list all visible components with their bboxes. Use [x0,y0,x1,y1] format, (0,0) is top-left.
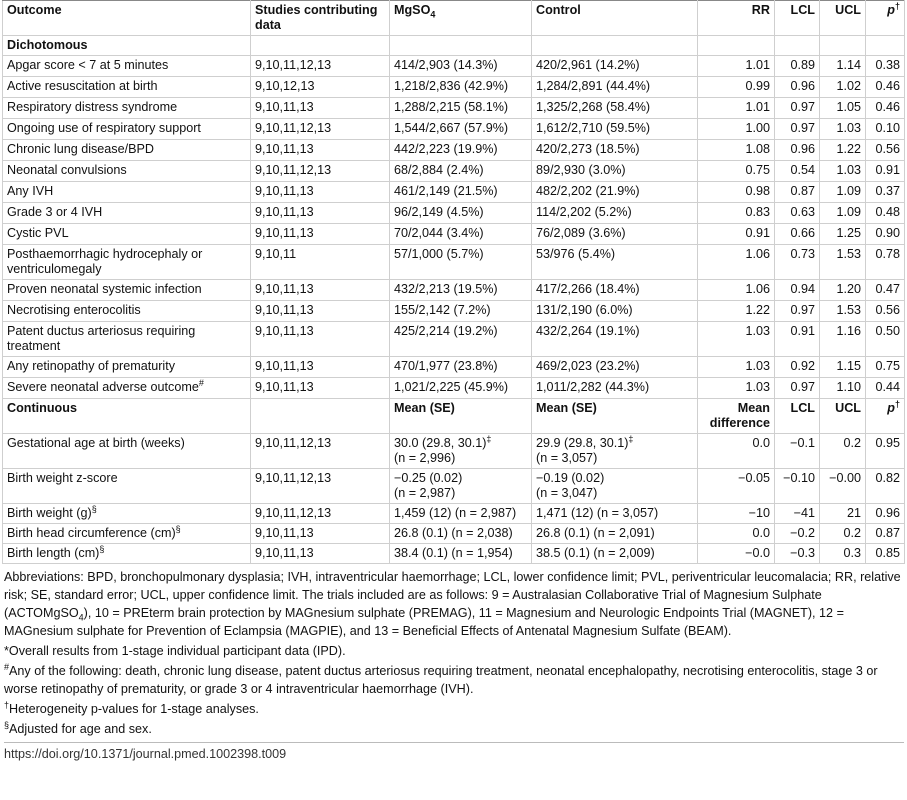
outcome-cell: Respiratory distress syndrome [3,98,251,119]
header-mgso4: MgSO$_4$ [390,1,532,36]
header-p: p† [866,1,905,36]
control-cell: 417/2,266 (18.4%) [532,280,698,301]
mean-diff-cell: −0.05 [698,469,775,504]
p-cell: 0.46 [866,77,905,98]
mgso4-cell: −0.25 (0.02) (n = 2,987) [390,469,532,504]
mgso4-cell: 425/2,214 (19.2%) [390,322,532,357]
mgso4-cell: 461/2,149 (21.5%) [390,182,532,203]
lcl-cell: 0.97 [775,98,820,119]
control-cell: 432/2,264 (19.1%) [532,322,698,357]
rr-cell: 1.06 [698,280,775,301]
footnote-hash: #Any of the following: death, chronic lung disease, patent ductus arteriosus requiring treatment, neonatal encephalopathy, necrotising enterocolitis, stage 3 or worse retinopathy of prematurity, or grade 3 or 4 intraventricular haemorrhage (IVH). [4,661,878,696]
table-row [3,322,905,357]
lcl-cell: −0.2 [775,524,820,544]
lcl-cell: 0.96 [775,77,820,98]
outcome-cell: Cystic PVL [3,224,251,245]
outcome-cell: Grade 3 or 4 IVH [3,203,251,224]
mgso4-cell: 70/2,044 (3.4%) [390,224,532,245]
header-lcl: LCL [775,1,820,36]
p-cell: 0.75 [866,357,905,378]
outcome-cell: Neonatal convulsions [3,161,251,182]
header-ucl: UCL [820,1,866,36]
lcl-cell: 0.89 [775,56,820,77]
control-cell: 89/2,930 (3.0%) [532,161,698,182]
outcome-cell: Any IVH [3,182,251,203]
mean-diff-cell: 0.0 [698,524,775,544]
p-cell: 0.78 [866,245,905,280]
studies-cell: 9,10,11,13 [251,280,390,301]
outcome-cell: Birth head circumference (cm)§ [3,524,251,544]
mgso4-cell: 442/2,223 (19.9%) [390,140,532,161]
lcl-cell: 0.87 [775,182,820,203]
table-row [3,98,905,119]
ucl-cell: 1.53 [820,245,866,280]
rr-cell: 1.03 [698,322,775,357]
ucl-cell: 1.53 [820,301,866,322]
ucl-cell: 1.22 [820,140,866,161]
studies-cell: 9,10,11,13 [251,224,390,245]
rr-cell: 0.98 [698,182,775,203]
ucl-cell: 1.15 [820,357,866,378]
control-cell: 1,325/2,268 (58.4%) [532,98,698,119]
studies-cell: 9,10,11,13 [251,524,390,544]
studies-cell: 9,10,11,13 [251,378,390,399]
ucl-cell: 1.14 [820,56,866,77]
mgso4-cell: 26.8 (0.1) (n = 2,038) [390,524,532,544]
lcl-cell: −0.10 [775,469,820,504]
outcome-cell: Any retinopathy of prematurity [3,357,251,378]
ucl-cell: 1.10 [820,378,866,399]
p-cell: 0.87 [866,524,905,544]
p-cell: 0.38 [866,56,905,77]
table-row [3,224,905,245]
studies-cell: 9,10,11,12,13 [251,504,390,524]
outcome-cell: Posthaemorrhagic hydrocephaly or ventriculomegaly [3,245,251,280]
mgso4-cell: 1,544/2,667 (57.9%) [390,119,532,140]
control-cell: 482/2,202 (21.9%) [532,182,698,203]
p-cell: 0.96 [866,504,905,524]
outcome-cell: Necrotising enterocolitis [3,301,251,322]
control-cell: 114/2,202 (5.2%) [532,203,698,224]
lcl-cell: 0.97 [775,301,820,322]
rr-cell: 1.00 [698,119,775,140]
mgso4-cell: 1,288/2,215 (58.1%) [390,98,532,119]
table-row [3,544,905,564]
ucl-cell: 1.03 [820,119,866,140]
mgso4-cell: 155/2,142 (7.2%) [390,301,532,322]
lcl-cell: 0.54 [775,161,820,182]
rr-cell: 0.75 [698,161,775,182]
control-cell: 1,612/2,710 (59.5%) [532,119,698,140]
table-row [3,504,905,524]
control-cell: −0.19 (0.02) (n = 3,047) [532,469,698,504]
p-cell: 0.85 [866,544,905,564]
rr-cell: 1.08 [698,140,775,161]
p-cell: 0.10 [866,119,905,140]
p-cell: 0.95 [866,434,905,469]
mgso4-cell: 1,021/2,225 (45.9%) [390,378,532,399]
ucl-cell: 1.09 [820,182,866,203]
table-row [3,357,905,378]
header-outcome: Outcome [3,1,251,36]
table-row [3,119,905,140]
table-row [3,56,905,77]
control-cell: 420/2,273 (18.5%) [532,140,698,161]
lcl-cell: 0.63 [775,203,820,224]
table-row [3,378,905,399]
lcl-cell: −0.3 [775,544,820,564]
table-row [3,77,905,98]
lcl-cell: 0.97 [775,378,820,399]
p-cell: 0.91 [866,161,905,182]
lcl-cell: 0.96 [775,140,820,161]
control-cell: 1,011/2,282 (44.3%) [532,378,698,399]
outcome-cell: Patent ductus arteriosus requiring treatment [3,322,251,357]
mean-diff-cell: −0.0 [698,544,775,564]
p-cell: 0.37 [866,182,905,203]
outcome-cell: Gestational age at birth (weeks) [3,434,251,469]
studies-cell: 9,10,11,13 [251,301,390,322]
rr-cell: 1.01 [698,98,775,119]
control-cell: 38.5 (0.1) (n = 2,009) [532,544,698,564]
p-cell: 0.90 [866,224,905,245]
p-cell: 0.82 [866,469,905,504]
studies-cell: 9,10,11,12,13 [251,56,390,77]
studies-cell: 9,10,11,12,13 [251,161,390,182]
ucl-cell: 1.02 [820,77,866,98]
ucl-cell: 1.16 [820,322,866,357]
mean-diff-cell: 0.0 [698,434,775,469]
rr-cell: 1.03 [698,357,775,378]
p-cell: 0.56 [866,301,905,322]
section-continuous: Continuous Mean (SE) Mean (SE) Mean difference LCL UCL p† [3,399,905,434]
control-cell: 420/2,961 (14.2%) [532,56,698,77]
rr-cell: 0.83 [698,203,775,224]
section-dichotomous: Dichotomous [3,36,905,56]
studies-cell: 9,10,11,13 [251,322,390,357]
studies-cell: 9,10,11 [251,245,390,280]
lcl-cell: −41 [775,504,820,524]
control-cell: 1,471 (12) (n = 3,057) [532,504,698,524]
studies-cell: 9,10,11,12,13 [251,469,390,504]
ucl-cell: 1.20 [820,280,866,301]
studies-cell: 9,10,11,12,13 [251,119,390,140]
table-row [3,434,905,469]
p-cell: 0.50 [866,322,905,357]
footnote-star: *Overall results from 1-stage individual participant data (IPD). [4,644,346,658]
rr-cell: 1.06 [698,245,775,280]
control-cell: 76/2,089 (3.6%) [532,224,698,245]
table-row [3,524,905,544]
ucl-cell: 1.05 [820,98,866,119]
studies-cell: 9,10,11,12,13 [251,434,390,469]
table-row [3,469,905,504]
studies-cell: 9,10,11,13 [251,98,390,119]
ucl-cell: 0.3 [820,544,866,564]
mgso4-cell: 30.0 (29.8, 30.1)‡ (n = 2,996) [390,434,532,469]
doi-link[interactable]: https://doi.org/10.1371/journal.pmed.1002398.t009 [4,742,904,763]
control-cell: 131/2,190 (6.0%) [532,301,698,322]
mgso4-cell: 414/2,903 (14.3%) [390,56,532,77]
lcl-cell: 0.94 [775,280,820,301]
studies-cell: 9,10,11,13 [251,140,390,161]
ucl-cell: 1.03 [820,161,866,182]
lcl-cell: 0.66 [775,224,820,245]
table-header-row [3,1,905,36]
mgso4-cell: 1,459 (12) (n = 2,987) [390,504,532,524]
mgso4-cell: 96/2,149 (4.5%) [390,203,532,224]
ucl-cell: 0.2 [820,524,866,544]
footnote-dagger: †Heterogeneity p-values for 1-stage analyses. [4,699,259,716]
p-cell: 0.48 [866,203,905,224]
outcome-cell: Active resuscitation at birth [3,77,251,98]
mgso4-cell: 68/2,884 (2.4%) [390,161,532,182]
footnote-abbreviations: Abbreviations: BPD, bronchopulmonary dysplasia; IVH, intraventricular haemorrhage; LCL, lower confidence limit; PVL, periventricular leucomalacia; RR, relative risk; SE, standard error; UCL, upper confidence limit. The trials included are as follows: 9 = Australasian Collaborative Trial of Magnesium Sulphate (ACTOMgSO$_4$), 10 = PREterm brain protection by MAGnesium sulphate (PREMAG), 11 = Magnesium and Neurologic Endpoints Trial (MAGNET), 12 = MAGnesium sulphate for Prevention of Eclampsia (MAGPIE), and 13 = Beneficial Effects of Antenatal Magnesium Sulfate (BEAM). [4,570,901,638]
ucl-cell: 21 [820,504,866,524]
mgso4-cell: 1,218/2,836 (42.9%) [390,77,532,98]
outcome-cell: Chronic lung disease/BPD [3,140,251,161]
table-row [3,182,905,203]
outcome-cell: Birth weight (g)§ [3,504,251,524]
rr-cell: 0.99 [698,77,775,98]
rr-cell: 0.91 [698,224,775,245]
ucl-cell: 1.09 [820,203,866,224]
lcl-cell: 0.91 [775,322,820,357]
footnotes [4,568,904,763]
control-cell: 53/976 (5.4%) [532,245,698,280]
rr-cell: 1.01 [698,56,775,77]
studies-cell: 9,10,12,13 [251,77,390,98]
footnote-section: §Adjusted for age and sex. [4,719,152,736]
outcome-cell: Birth length (cm)§ [3,544,251,564]
mgso4-cell: 57/1,000 (5.7%) [390,245,532,280]
table-row [3,245,905,280]
control-cell: 26.8 (0.1) (n = 2,091) [532,524,698,544]
lcl-cell: 0.92 [775,357,820,378]
header-rr: RR [698,1,775,36]
studies-cell: 9,10,11,13 [251,544,390,564]
table-row [3,140,905,161]
outcome-cell: Ongoing use of respiratory support [3,119,251,140]
studies-cell: 9,10,11,13 [251,357,390,378]
outcome-cell: Apgar score < 7 at 5 minutes [3,56,251,77]
p-cell: 0.47 [866,280,905,301]
ucl-cell: −0.00 [820,469,866,504]
lcl-cell: −0.1 [775,434,820,469]
ucl-cell: 0.2 [820,434,866,469]
mgso4-cell: 470/1,977 (23.8%) [390,357,532,378]
rr-cell: 1.22 [698,301,775,322]
studies-cell: 9,10,11,13 [251,203,390,224]
mgso4-cell: 432/2,213 (19.5%) [390,280,532,301]
header-studies: Studies contributing data [251,1,390,36]
outcome-cell: Birth weight z-score [3,469,251,504]
outcome-cell: Proven neonatal systemic infection [3,280,251,301]
header-control: Control [532,1,698,36]
control-cell: 469/2,023 (23.2%) [532,357,698,378]
table-row [3,161,905,182]
results-table [2,0,905,564]
table-row [3,203,905,224]
outcome-cell: Severe neonatal adverse outcome# [3,378,251,399]
table-row [3,280,905,301]
control-cell: 1,284/2,891 (44.4%) [532,77,698,98]
rr-cell: 1.03 [698,378,775,399]
studies-cell: 9,10,11,13 [251,182,390,203]
ucl-cell: 1.25 [820,224,866,245]
table-row [3,301,905,322]
p-cell: 0.44 [866,378,905,399]
lcl-cell: 0.73 [775,245,820,280]
mgso4-cell: 38.4 (0.1) (n = 1,954) [390,544,532,564]
p-cell: 0.46 [866,98,905,119]
p-cell: 0.56 [866,140,905,161]
mean-diff-cell: −10 [698,504,775,524]
control-cell: 29.9 (29.8, 30.1)‡ (n = 3,057) [532,434,698,469]
lcl-cell: 0.97 [775,119,820,140]
